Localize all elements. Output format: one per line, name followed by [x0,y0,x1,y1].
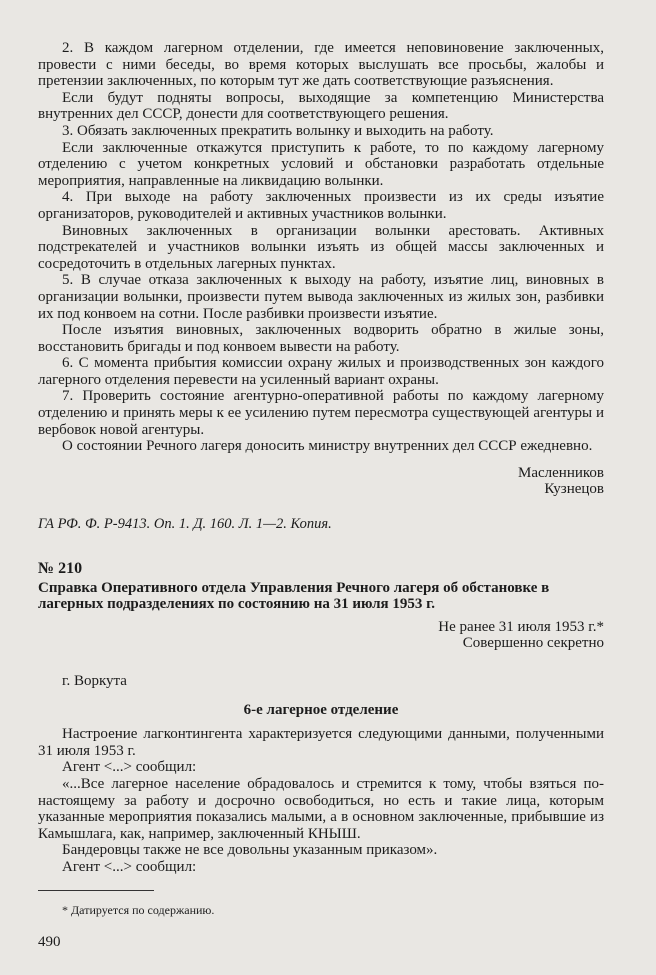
document-page [38,40,604,917]
document-number: № 210 [38,559,83,577]
paragraph: 6. С момента прибытия комиссии охрану жилых и производственных зон каждого лагерного отделения перевести на усиленный вариант охраны. [38,355,604,388]
paragraph: 3. Обязать заключенных прекратить волынку и выходить на работу. [62,122,494,139]
paragraph: Если заключенные откажутся приступить к работе, то по каждому лагерному отделению с учетом конкретных условий и обстановки разработать отдельные мероприятия, направленные на ликвидацию волынки. [38,139,604,189]
paragraph: О состоянии Речного лагеря доносить министру внутренних дел СССР ежедневно. [62,438,593,455]
paragraph: 5. В случае отказа заключенных к выходу на работу, изъятие лиц, виновных в организации волынки, произвести путем вывода заключенных из жилых зон, разбивки их под конвоем на сотни. После разбивки произвести изъятие. [38,272,604,322]
paragraph: Агент <...> сообщил: [62,759,197,776]
paragraph: 4. При выходе на работу заключенных произвести из их среды изъятие организаторов, руководителей и активных участников волынки. [38,189,604,222]
paragraph: Бандеровцы также не все довольны указанным приказом». [62,842,438,859]
section-heading: 6-е лагерное отделение [243,701,399,718]
classification-stamp: Совершенно секретно [462,635,604,652]
paragraph: 2. В каждом лагерном отделении, где имеется неповиновение заключенных, провести с ними беседы, во время которых выслушать все просьбы, жалобы и претензии заключенных, по которым тут же дать соответствующие разъяснения. [38,40,604,90]
archive-source: ГА РФ. Ф. Р-9413. Оп. 1. Д. 160. Л. 1—2. Копия. [38,516,332,533]
page-number: 490 [38,934,61,950]
signature-kuznetsov: Кузнецов [544,481,604,498]
document-title: Справка Оперативного отдела Управления Речного лагеря об обстановке в лагерных подразделениях по состоянию на 31 июля 1953 г. [38,579,550,613]
quote-paragraph: «...Все лагерное население обрадовалось и стремится к тому, чтобы взяться по-настоящему за работу и досрочно освободиться, но есть и такие лица, которым указанные мероприятия показались малыми, а в основном заключенные, прибывшие из Камышлага, как, например, заключенный КНЫШ. [38,775,604,842]
paragraph: Виновных заключенных в организации волынки арестовать. Активных подстрекателей и участников волынки изъять из общей массы заключенных и сосредоточить в отдельных лагерных пунктах. [38,222,604,272]
signature-maslennikov: Масленников [518,464,604,481]
city-line: г. Воркута [62,673,127,689]
paragraph: После изъятия виновных, заключенных водворить обратно в жилые зоны, восстановить бригады и под конвоем вывести на работу. [38,322,604,355]
paragraph: Агент <...> сообщил: [62,858,197,875]
date-line: Не ранее 31 июля 1953 г.* [438,618,604,635]
paragraph: Если будут подняты вопросы, выходящие за компетенцию Министерства внутренних дел СССР, донести для соответствующего решения. [38,89,604,123]
footnote-divider [38,890,154,891]
paragraph: Настроение лагконтингента характеризуется следующими данными, полученными 31 июля 1953 г. [38,726,604,759]
footnote: * Датируется по содержанию. [62,902,215,917]
paragraph: 7. Проверить состояние агентурно-оперативной работы по каждому лагерному отделению и принять меры к ее усилению путем пересмотра существующей агентуры и вербовок новой агентуры. [38,388,604,438]
